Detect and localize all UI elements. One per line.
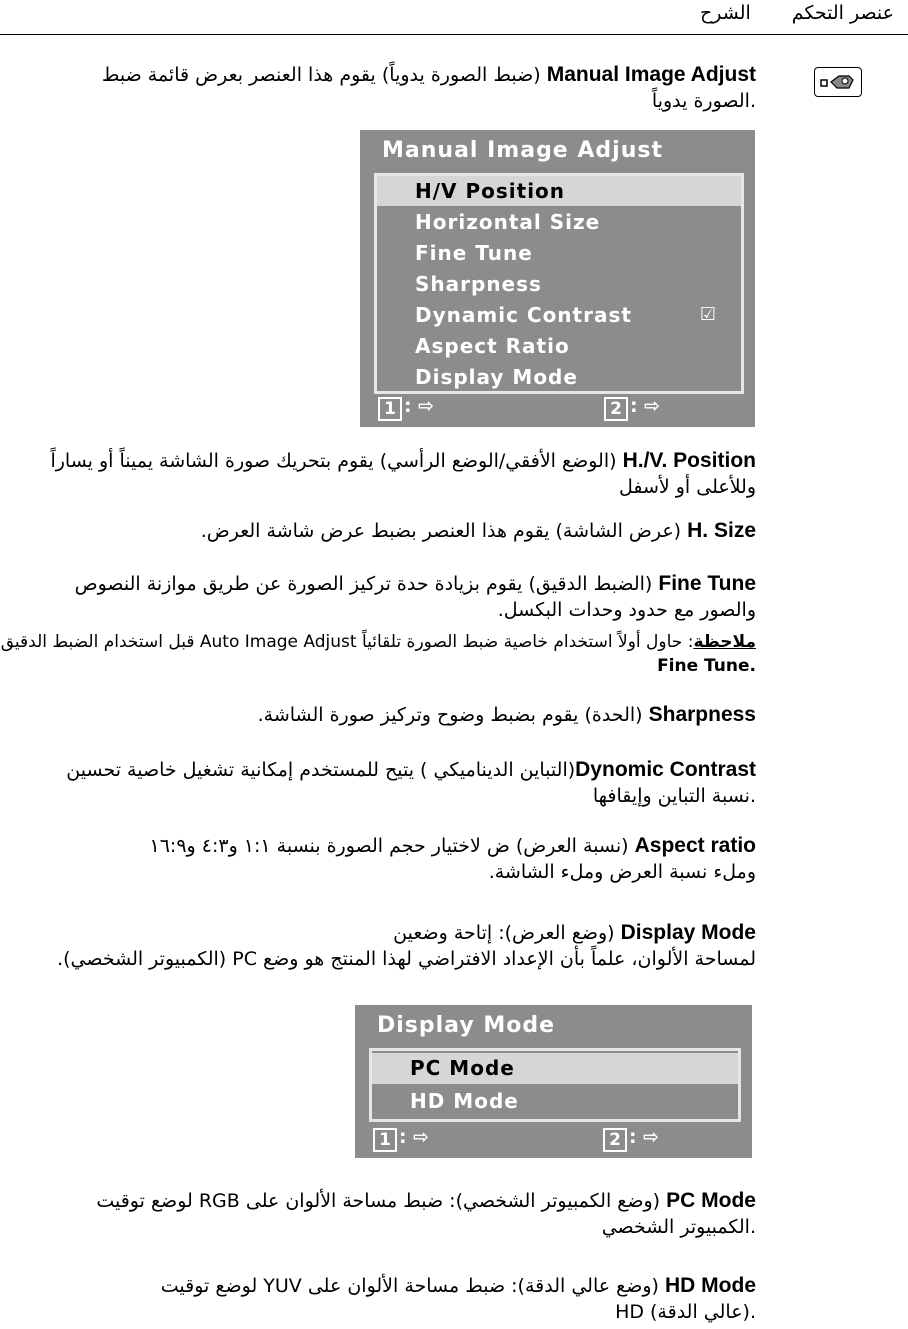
key-2-box: 2 <box>603 1128 627 1152</box>
hsize-title: H. Size <box>687 519 756 542</box>
exit-arrow-icon: ⇨ <box>413 1126 429 1148</box>
key-1-box: 1 <box>373 1128 397 1152</box>
section-dynamic-contrast <box>66 757 756 809</box>
manual-image-adjust-icon <box>814 67 862 97</box>
osd-item-sharpness[interactable]: Sharpness <box>415 272 542 296</box>
osd-item-horizontal-size[interactable]: Horizontal Size <box>415 210 601 234</box>
osd-item-hv-position[interactable]: H/V Position <box>377 176 741 206</box>
osd-item-hd-mode[interactable]: HD Mode <box>410 1089 519 1113</box>
section-hv-position <box>50 448 756 500</box>
finetune-line1: (الضبط الدقيق) يقوم بزيادة حدة تركيز الصورة عن طريق موازنة النصوص <box>74 573 653 595</box>
key-2-sep: : <box>629 1126 637 1148</box>
dynamic-line1: (التباين الديناميكي ) يتيح للمستخدم إمكانية تشغيل خاصية تحسين <box>66 759 576 781</box>
key-1-sep: : <box>404 395 412 417</box>
manual-title: Manual Image Adjust <box>546 63 756 86</box>
section-hd-mode <box>161 1273 756 1325</box>
osd-manual-menu <box>360 130 755 427</box>
page-header <box>0 0 908 35</box>
manual-line1: (ضبط الصورة يدوياً) يقوم هذا العنصر بعرض قائمة ضبط <box>101 64 541 86</box>
manual-line2: .الصورة يدوياً <box>651 90 756 112</box>
key-1-box: 1 <box>378 397 402 421</box>
osd-display-footer <box>371 1128 736 1154</box>
osd-item-aspect-ratio[interactable]: Aspect Ratio <box>415 334 570 358</box>
osd-display-menu <box>355 1005 752 1158</box>
display-line1: (وضع العرض): إتاحة وضعين <box>393 922 615 944</box>
osd-item-display-mode[interactable]: Display Mode <box>415 365 578 389</box>
note-line1: : حاول أولاً استخدام خاصية ضبط الصورة تلقائياً Auto Image Adjust قبل استخدام الضبط الدقيق <box>0 632 694 652</box>
header-control-label: عنصر التحكم <box>791 2 894 24</box>
osd-item-pc-mode[interactable]: PC Mode <box>372 1053 738 1084</box>
hd-title: HD Mode <box>665 1274 756 1297</box>
dynamic-line2: .نسبة التباين وإيقافها <box>592 785 756 807</box>
pc-title: PC Mode <box>666 1189 756 1212</box>
sharpness-line1: (الحدة) يقوم بضبط وضوح وتركيز صورة الشاشة. <box>257 704 643 726</box>
key-1-sep: : <box>399 1126 407 1148</box>
sharpness-title: Sharpness <box>648 703 756 726</box>
enter-arrow-icon: ⇨ <box>643 1126 659 1148</box>
osd-item-dynamic-contrast-label: Dynamic Contrast <box>415 303 632 327</box>
enter-arrow-icon: ⇨ <box>644 395 660 417</box>
aspect-title: Aspect ratio <box>634 834 756 857</box>
hd-line1: (وضع عالي الدقة): ضبط مساحة الألوان على YUV لوضع توقيت <box>160 1275 659 1297</box>
section-fine-tune <box>75 571 756 623</box>
finetune-line2: والصور مع حدود وحدات البكسل. <box>497 599 756 621</box>
section-manual-image-adjust <box>102 62 756 114</box>
osd-manual-title: Manual Image Adjust <box>382 138 663 163</box>
exit-arrow-icon: ⇨ <box>418 395 434 417</box>
osd-manual-list <box>374 173 744 394</box>
section-sharpness <box>258 702 756 728</box>
checkbox-checked-icon[interactable]: ☑ <box>699 304 717 325</box>
section-h-size <box>201 518 756 544</box>
hd-line2: .(عالي الدقة) HD <box>615 1301 756 1323</box>
display-line2: لمساحة الألوان، علماً بأن الإعداد الافتراضي لهذا المنتج هو وضع PC (الكمبيوتر الشخصي). <box>57 948 756 970</box>
hv-line2: وللأعلى أو لأسفل <box>618 476 756 498</box>
osd-display-title: Display Mode <box>377 1013 556 1038</box>
key-2-sep: : <box>630 395 638 417</box>
note-label: ملاحظة <box>693 632 756 652</box>
osd-display-list <box>369 1048 741 1122</box>
hv-line1: (الوضع الأفقي/الوضع الرأسي) يقوم بتحريك صورة الشاشة يميناً أو يساراً <box>50 450 617 472</box>
display-title: Display Mode <box>620 921 756 944</box>
section-aspect-ratio <box>150 833 756 885</box>
aspect-line1: (نسبة العرض) ض لاختيار حجم الصورة بنسبة ١:١ و٤:٣ و١٦:٩ <box>149 835 629 857</box>
note-line2: .Fine Tune <box>657 656 756 676</box>
key-2-box: 2 <box>604 397 628 421</box>
section-pc-mode <box>96 1188 756 1240</box>
pc-line2: .الكمبيوتر الشخصي <box>601 1216 756 1238</box>
note-fine-tune <box>0 630 756 678</box>
header-description-label: الشرح <box>700 2 751 24</box>
osd-item-fine-tune[interactable]: Fine Tune <box>415 241 533 265</box>
section-display-mode <box>57 920 756 972</box>
osd-item-dynamic-contrast[interactable] <box>377 300 741 330</box>
hv-title: H./V. Position <box>622 449 756 472</box>
finetune-title: Fine Tune <box>658 572 756 595</box>
aspect-line2: وملء نسبة العرض وملء الشاشة. <box>488 861 756 883</box>
dynamic-title: Dynomic Contrast <box>575 758 756 781</box>
pc-line1: (وضع الكمبيوتر الشخصي): ضبط مساحة الألوان على RGB لوضع توقيت <box>96 1190 661 1212</box>
hsize-line1: (عرض الشاشة) يقوم هذا العنصر بضبط عرض شاشة العرض. <box>200 520 682 542</box>
osd-manual-footer <box>376 397 739 423</box>
